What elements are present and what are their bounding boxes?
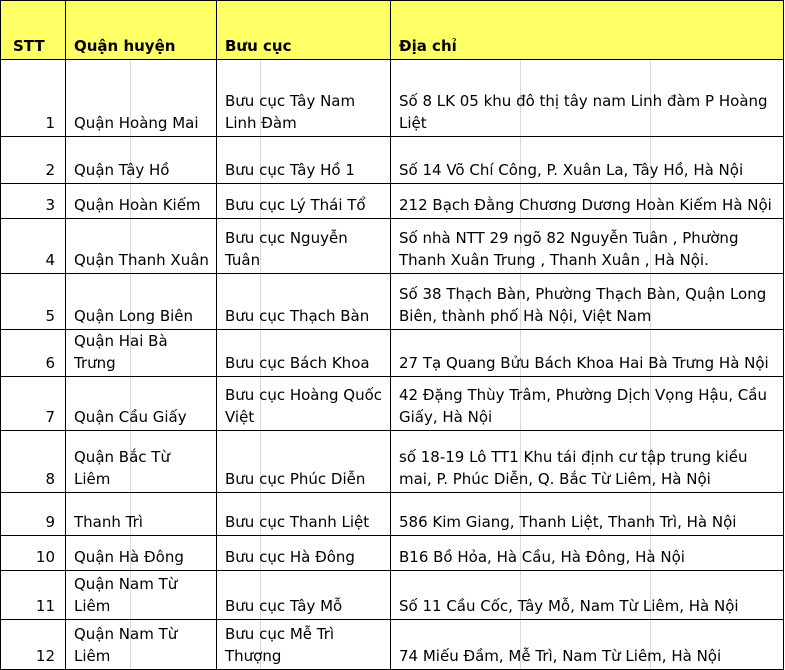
cell-office[interactable]: Bưu cục Hoàng Quốc Việt bbox=[217, 377, 391, 431]
cell-district[interactable]: Quận Hà Đông bbox=[66, 536, 217, 571]
cell-address[interactable]: 27 Tạ Quang Bửu Bách Khoa Hai Bà Trưng Hà Nội bbox=[391, 330, 784, 377]
cell-address[interactable]: Số 38 Thạch Bàn, Phường Thạch Bàn, Quận Long Biên, thành phố Hà Nội, Việt Nam bbox=[391, 274, 784, 330]
header-office[interactable]: Bưu cục bbox=[217, 1, 391, 60]
table-row bbox=[1, 219, 784, 274]
cell-stt[interactable]: 2 bbox=[1, 137, 66, 184]
cell-stt[interactable]: 5 bbox=[1, 274, 66, 330]
cell-address[interactable]: 212 Bạch Đằng Chương Dương Hoàn Kiếm Hà Nội bbox=[391, 184, 784, 219]
cell-district[interactable]: Quận Cầu Giấy bbox=[66, 377, 217, 431]
cell-office[interactable]: Bưu cục Lý Thái Tổ bbox=[217, 184, 391, 219]
cell-office[interactable]: Bưu cục Thạch Bàn bbox=[217, 274, 391, 330]
cell-office[interactable]: Bưu cục Bách Khoa bbox=[217, 330, 391, 377]
cell-district[interactable]: Quận Hoàng Mai bbox=[66, 60, 217, 137]
header-address[interactable]: Địa chỉ bbox=[391, 1, 784, 60]
table-row bbox=[1, 184, 784, 219]
table-row bbox=[1, 274, 784, 330]
table-row bbox=[1, 137, 784, 184]
cell-district[interactable]: Thanh Trì bbox=[66, 493, 217, 536]
cell-office[interactable]: Bưu cục Nguyễn Tuân bbox=[217, 219, 391, 274]
header-row bbox=[1, 1, 784, 60]
header-stt[interactable]: STT bbox=[1, 1, 66, 60]
cell-stt[interactable]: 11 bbox=[1, 571, 66, 620]
cell-district[interactable]: Quận Thanh Xuân bbox=[66, 219, 217, 274]
cell-office[interactable]: Bưu cục Tây Mỗ bbox=[217, 571, 391, 620]
cell-district[interactable]: Quận Hoàn Kiếm bbox=[66, 184, 217, 219]
cell-office[interactable]: Bưu cục Phúc Diễn bbox=[217, 431, 391, 493]
cell-stt[interactable]: 4 bbox=[1, 219, 66, 274]
cell-address[interactable]: 74 Miếu Đầm, Mễ Trì, Nam Từ Liêm, Hà Nội bbox=[391, 620, 784, 670]
table-row bbox=[1, 330, 784, 377]
cell-office[interactable]: Bưu cục Hà Đông bbox=[217, 536, 391, 571]
cell-district[interactable]: Quận Long Biên bbox=[66, 274, 217, 330]
cell-stt[interactable]: 10 bbox=[1, 536, 66, 571]
table-body bbox=[1, 1, 784, 670]
cell-office[interactable]: Bưu cục Tây Hồ 1 bbox=[217, 137, 391, 184]
cell-district[interactable]: Quận Nam Từ Liêm bbox=[66, 571, 217, 620]
cell-stt[interactable]: 8 bbox=[1, 431, 66, 493]
cell-address[interactable]: Số nhà NTT 29 ngõ 82 Nguyễn Tuân , Phường Thanh Xuân Trung , Thanh Xuân , Hà Nội. bbox=[391, 219, 784, 274]
cell-office[interactable]: Bưu cục Mễ Trì Thượng bbox=[217, 620, 391, 670]
table-row bbox=[1, 377, 784, 431]
table-row bbox=[1, 60, 784, 137]
cell-stt[interactable]: 1 bbox=[1, 60, 66, 137]
cell-office[interactable]: Bưu cục Tây Nam Linh Đàm bbox=[217, 60, 391, 137]
cell-stt[interactable]: 7 bbox=[1, 377, 66, 431]
table-row bbox=[1, 536, 784, 571]
cell-address[interactable]: 42 Đặng Thùy Trâm, Phường Dịch Vọng Hậu, Cầu Giấy, Hà Nội bbox=[391, 377, 784, 431]
cell-address[interactable]: Số 11 Cầu Cốc, Tây Mỗ, Nam Từ Liêm, Hà Nội bbox=[391, 571, 784, 620]
header-district[interactable]: Quận huyện bbox=[66, 1, 217, 60]
cell-district[interactable]: Quận Hai Bà Trưng bbox=[66, 330, 217, 377]
table-row bbox=[1, 493, 784, 536]
cell-stt[interactable]: 12 bbox=[1, 620, 66, 670]
cell-office[interactable]: Bưu cục Thanh Liệt bbox=[217, 493, 391, 536]
cell-address[interactable]: Số 14 Võ Chí Công, P. Xuân La, Tây Hồ, Hà Nội bbox=[391, 137, 784, 184]
cell-address[interactable]: Số 8 LK 05 khu đô thị tây nam Linh đàm P Hoàng Liệt bbox=[391, 60, 784, 137]
cell-district[interactable]: Quận Tây Hồ bbox=[66, 137, 217, 184]
cell-stt[interactable]: 3 bbox=[1, 184, 66, 219]
table-row bbox=[1, 431, 784, 493]
cell-district[interactable]: Quận Nam Từ Liêm bbox=[66, 620, 217, 670]
cell-address[interactable]: 586 Kim Giang, Thanh Liệt, Thanh Trì, Hà Nội bbox=[391, 493, 784, 536]
cell-address[interactable]: B16 Bồ Hỏa, Hà Cầu, Hà Đông, Hà Nội bbox=[391, 536, 784, 571]
cell-address[interactable]: số 18-19 Lô TT1 Khu tái định cư tập trung kiều mai, P. Phúc Diễn, Q. Bắc Từ Liêm, Hà Nội bbox=[391, 431, 784, 493]
cell-stt[interactable]: 6 bbox=[1, 330, 66, 377]
table-row bbox=[1, 620, 784, 670]
table-row bbox=[1, 571, 784, 620]
cell-district[interactable]: Quận Bắc Từ Liêm bbox=[66, 431, 217, 493]
cell-stt[interactable]: 9 bbox=[1, 493, 66, 536]
